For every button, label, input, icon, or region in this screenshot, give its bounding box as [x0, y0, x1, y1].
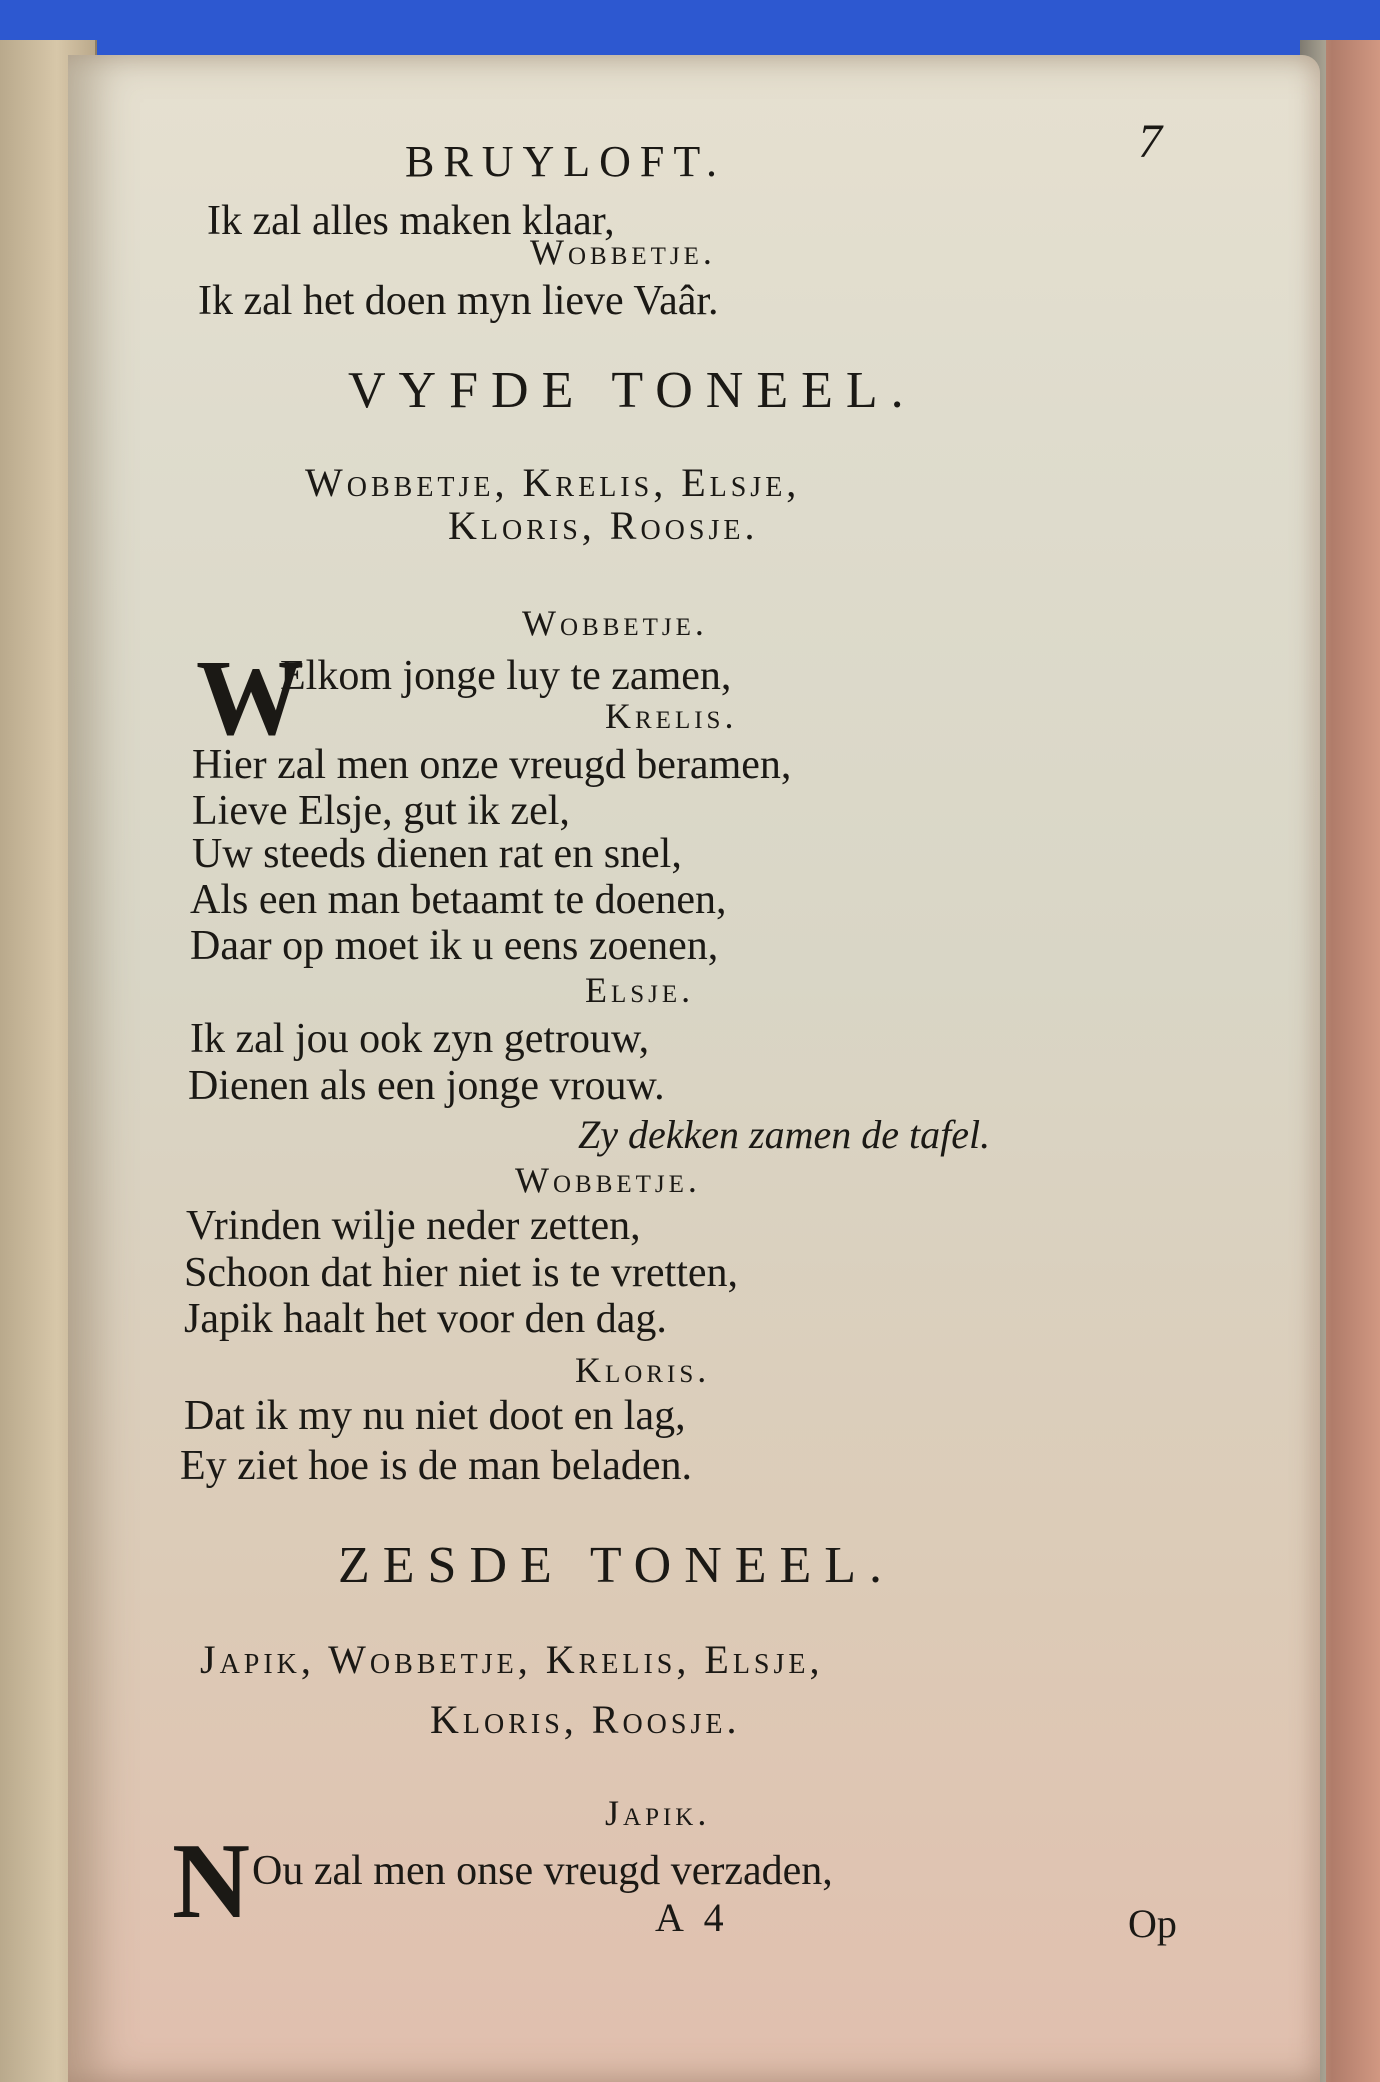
- verse-line: Schoon dat hier niet is te vretten,: [184, 1250, 739, 1296]
- verse-line: Elkom jonge luy te zamen,: [280, 653, 732, 699]
- speaker-name: Krelis.: [605, 696, 738, 736]
- running-title: BRUYLOFT.: [405, 137, 726, 186]
- verse-line: Ou zal men onse vreugd verzaden,: [252, 1848, 833, 1894]
- verse-line: Ik zal alles maken klaar,: [207, 198, 615, 244]
- cast-list: Japik, Wobbetje, Krelis, Elsje,: [200, 1637, 824, 1682]
- speaker-name: Elsje.: [585, 970, 695, 1010]
- drop-capital: N: [172, 1822, 250, 1941]
- verse-line: Als een man betaamt te doenen,: [190, 877, 727, 923]
- verse-line: Dat ik my nu niet doot en lag,: [184, 1393, 686, 1439]
- scene-title: ZESDE TONEEL.: [338, 1537, 896, 1594]
- cast-list: Wobbetje, Krelis, Elsje,: [305, 460, 801, 505]
- verse-line: Uw steeds dienen rat en snel,: [192, 831, 682, 877]
- page-number: 7: [1138, 115, 1162, 168]
- speaker-name: Kloris.: [575, 1350, 711, 1390]
- speaker-name: Wobbetje.: [522, 603, 708, 643]
- verse-line: Lieve Elsje, gut ik zel,: [192, 788, 570, 834]
- scene-title: VYFDE TONEEL.: [348, 362, 917, 419]
- cast-list: Kloris, Roosje.: [430, 1697, 741, 1742]
- speaker-name: Wobbetje.: [515, 1160, 701, 1200]
- drop-capital: W: [196, 639, 304, 758]
- verse-line: Daar op moet ik u eens zoenen,: [190, 923, 719, 969]
- verse-line: Japik haalt het voor den dag.: [184, 1296, 667, 1342]
- signature-mark: A 4: [655, 1895, 730, 1940]
- stage-direction: Zy dekken zamen de tafel.: [578, 1112, 991, 1157]
- verse-line: Ik zal het doen myn lieve Vaâr.: [198, 278, 719, 324]
- verse-line: Dienen als een jonge vrouw.: [188, 1063, 665, 1109]
- catchword: Op: [1128, 1901, 1177, 1946]
- verse-line: Ey ziet hoe is de man beladen.: [180, 1443, 692, 1489]
- verse-line: Vrinden wilje neder zetten,: [186, 1203, 641, 1249]
- cast-list: Kloris, Roosje.: [448, 503, 759, 548]
- speaker-name: Wobbetje.: [530, 232, 716, 272]
- verse-line: Hier zal men onze vreugd beramen,: [192, 742, 792, 788]
- verse-line: Ik zal jou ook zyn getrouw,: [190, 1016, 650, 1062]
- speaker-name: Japik.: [605, 1793, 711, 1833]
